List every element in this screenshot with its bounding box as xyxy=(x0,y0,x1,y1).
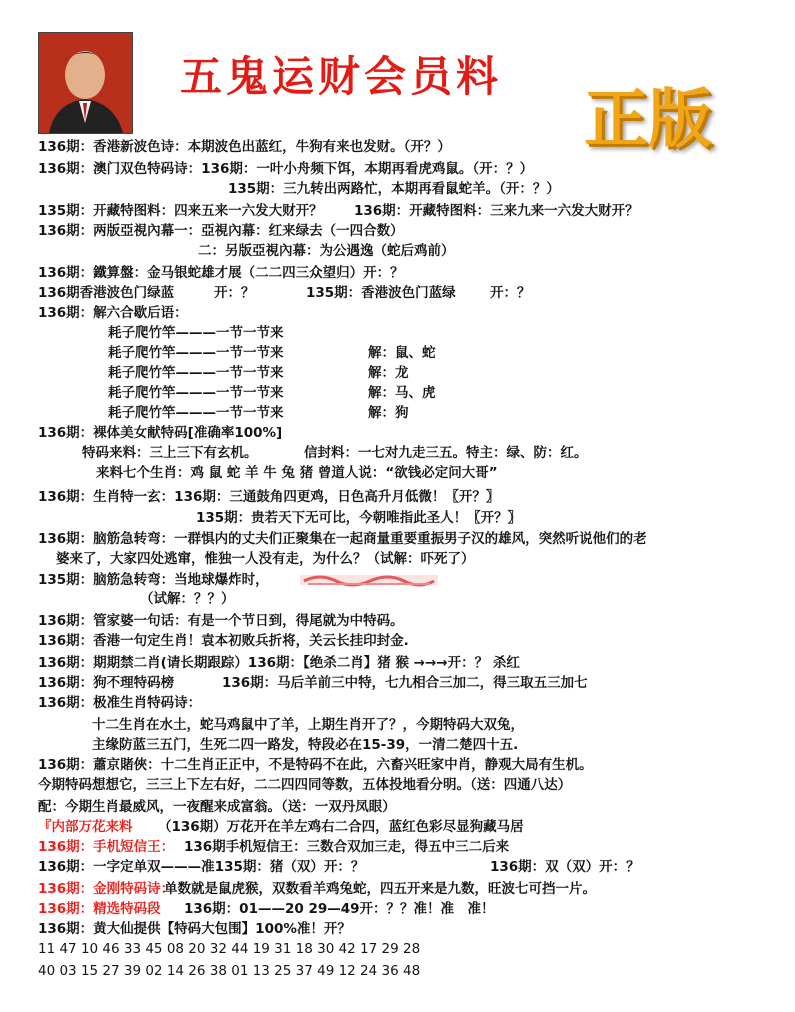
line: 135期：三九转出两路忙，本期再看鼠蛇羊。（开：？） xyxy=(228,181,560,197)
line: 136期：管家婆一句话：有是一个节日到，得尾就为中特码。 xyxy=(38,613,404,629)
line: 信封料：一七对九走三五。特主：绿、防：红。 xyxy=(304,445,588,461)
line: 今期特码想想它，三三上下左右好，二二四四同等数，五体投地看分明。（送：四通八达） xyxy=(38,777,572,793)
line: 136期：裸体美女献特码[准确率100%] xyxy=(38,425,283,441)
line: 135期：贵若天下无可比，今朝唯指此圣人！〖开？〗 xyxy=(196,510,522,526)
number-row: 40 03 15 27 39 02 14 26 38 01 13 25 37 49 12 24 36 48 xyxy=(38,963,421,979)
line: 136期：双（双）开：？ xyxy=(490,859,640,875)
line: 耗子爬竹竿———一节一节来 xyxy=(108,385,284,401)
line: 136期：脑筋急转弯：一群惧内的丈夫们正聚集在一起商量重要重振男子汉的雄风，突然听说他们的老 xyxy=(38,531,647,547)
line: 136期：黄大仙提供【特码大包围】100%准！开？ xyxy=(38,921,351,937)
line: 开：？ xyxy=(214,285,255,301)
line: 136期：澳门双色特码诗：136期：一叶小舟频下饵，本期再看虎鸡鼠。（开：？） xyxy=(38,161,534,177)
line: 耗子爬竹竿———一节一节来 xyxy=(108,345,284,361)
line: （136期）万花开在羊左鸡右二合四，蓝红色彩尽显狗藏马居 xyxy=(158,819,524,835)
line-highlight: 『内部万花来料 xyxy=(38,819,133,835)
line: 136期：狗不理特码榜 xyxy=(38,675,175,691)
line: 136期：生肖特一玄：136期：三通鼓角四更鸡，日色高升月低微！〖开？〗 xyxy=(38,489,500,505)
line: 十二生肖在水土，蛇马鸡鼠中了羊，上期生肖开了？，今期特码大双兔， xyxy=(92,717,524,733)
line: 136期：一字定单双———准135期：猪（双）开：？ xyxy=(38,859,365,875)
line-highlight: 136期：金刚特码诗： xyxy=(38,881,175,897)
line: 136期：蕭京賭俠：十二生肖正正中，不是特码不在此，六畜兴旺家中肖，静观大局有生机。 xyxy=(38,757,593,773)
line: 136期：马后羊前三中特，七九相合三加二，得三取五三加七 xyxy=(222,675,588,691)
line: 特码来料：三上三下有玄机。 xyxy=(82,445,258,461)
line: 136期：开藏特图料：三来九来一六发大财开？ xyxy=(354,203,639,219)
line: 135期：开藏特图料：四来五来一六发大财开？ xyxy=(38,203,323,219)
line: 136期：解六合歇后语： xyxy=(38,305,188,321)
line: 136期：01——20 29—49开：？？准！准 准！ xyxy=(184,901,495,917)
line: 配：今期生肖最威风，一夜醒来成富翁。（送：一双丹凤眼） xyxy=(38,799,396,815)
line: 二：另版亞視內幕：为公遇逸（蛇后鸡前） xyxy=(198,243,455,259)
line: 解：马、虎 xyxy=(368,385,436,401)
line: 解：龙 xyxy=(368,365,409,381)
line: 耗子爬竹竿———一节一节来 xyxy=(108,365,284,381)
line: 136期：两版亞視內幕一：亞視內幕：红来绿去（一四合数） xyxy=(38,223,404,239)
line: 主缘防蓝三五门，生死二四一路发，特段必在15-39，一清二楚四十五. xyxy=(92,737,519,753)
number-row: 11 47 10 46 33 45 08 20 32 44 19 31 18 30 42 17 29 28 xyxy=(38,941,421,957)
line: 136期手机短信王：三数合双加三走，得五中三二后来 xyxy=(184,839,510,855)
line-highlight: 136期：精选特码段 xyxy=(38,901,161,917)
smudged-text-image xyxy=(300,571,438,588)
line: 136期：香港一句定生肖！袁本初败兵折将，关云长挂印封金. xyxy=(38,633,409,649)
line: （试解：？？） xyxy=(140,591,235,607)
line: 单数就是鼠虎猴，双数看羊鸡兔蛇，四五开来是九数，旺波七可挡一片。 xyxy=(164,881,596,897)
line: 135期：脑筋急转弯：当地球爆炸时， xyxy=(38,572,269,588)
line: 136期：鐵算盤：金马银蛇雄才展（二二四三众望归）开：？ xyxy=(38,265,404,281)
genuine-badge: 正版 xyxy=(584,82,712,157)
line: 耗子爬竹竿———一节一节来 xyxy=(108,325,284,341)
line: 136期香港波色门绿蓝 xyxy=(38,285,175,301)
line: 解：狗 xyxy=(368,405,409,421)
line: 耗子爬竹竿———一节一节来 xyxy=(108,405,284,421)
line-highlight: 136期：手机短信王： xyxy=(38,839,175,855)
line: 解：鼠、蛇 xyxy=(368,345,436,361)
line: 136期：极准生肖特码诗： xyxy=(38,695,202,711)
line: 136期：期期禁二肖(请长期跟踪）136期：【绝杀二肖】猪 猴 →→→开：？ 杀红 xyxy=(38,655,520,671)
line: 婆来了，大家四处逃窜，惟独一人没有走，为什么？（试解：吓死了） xyxy=(56,551,475,567)
page-title: 五鬼运财会员料 xyxy=(180,52,503,101)
line: 136期：香港新波色诗：本期波色出蓝红，牛狗有来也发财。（开？） xyxy=(38,139,451,155)
line: 135期：香港波色门蓝绿 xyxy=(306,285,456,301)
line: 来料七个生肖：鸡 鼠 蛇 羊 牛 兔 猪 曾道人说：“欲钱必定问大哥” xyxy=(96,465,498,481)
line: 开：？ xyxy=(490,285,531,301)
portrait-photo xyxy=(38,32,133,134)
